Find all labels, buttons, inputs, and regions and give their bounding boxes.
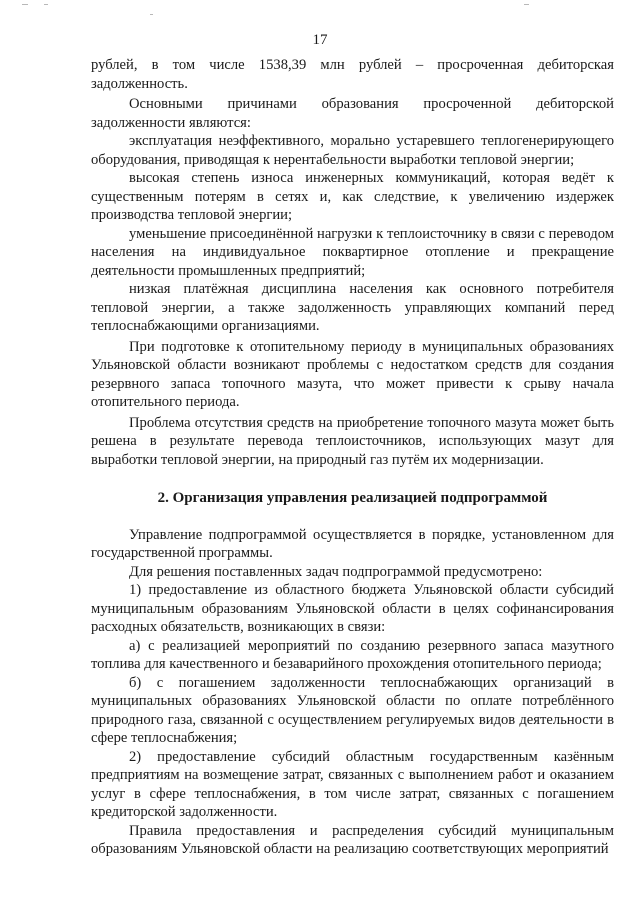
paragraph: Проблема отсутствия средств на приобретение топочного мазута может быть решена в результате перевода теплоисточников, использующих мазут для выработки тепловой энергии, на природный газ путём их модернизации. (91, 414, 614, 468)
list-item: 2) предоставление субсидий областным государственным казённым предприятиям на возмещение затрат, связанных с выполнением работ и оказанием услуг в сфере теплоснабжения, в том числе затрат, связанных с погашением кредиторской задолженности. (91, 748, 614, 820)
document-body (91, 56, 614, 859)
list-item: высокая степень износа инженерных коммуникаций, которая ведёт к существенным потерям в сетях и, как следствие, к увеличению издержек производства тепловой энергии; (91, 170, 614, 223)
scan-mark-top-right (524, 4, 529, 5)
list-item: низкая платёжная дисциплина населения как основного потребителя тепловой энергии, а также задолженность управляющих компаний перед теплоснабжающими организациями. (91, 281, 614, 334)
scan-mark-top-left (44, 4, 48, 5)
paragraph: При подготовке к отопительному периоду в муниципальных образованиях Ульяновской области возникают проблемы с недостатком средств для создания резервного запаса топочного мазута, что может привести к срыву начала отопительного периода. (91, 338, 614, 410)
list-item: 1) предоставление из областного бюджета Ульяновской области субсидий муниципальным образованиям Ульяновской области в целях софинансирования расходных обязательств, возникающих в связи: (91, 582, 614, 635)
paragraph: Основными причинами образования просроченной дебиторской задолженности являются: (91, 96, 614, 131)
page-number: 17 (312, 32, 328, 48)
paragraph: Для решения поставленных задач подпрограммой предусмотрено: (129, 563, 543, 580)
list-item: б) с погашением задолженности теплоснабжающих организаций в муниципальных образованиях Ульяновской области по оплате потреблённого природного газа, связанной с осуществлением регулируемых видов деятельности в сфере теплоснабжения; (91, 674, 614, 746)
section-heading: 2. Организация управления реализацией подпрограммой (157, 490, 548, 506)
list-item: уменьшение присоединённой нагрузки к теплоисточнику в связи с переводом населения на индивидуальное поквартирное отопление и прекращение деятельности промышленных предприятий; (91, 225, 614, 279)
paragraph: Управление подпрограммой осуществляется в порядке, установленном для государственной программы. (91, 526, 614, 561)
paragraph: Правила предоставления и распределения субсидий муниципальным образованиям Ульяновской области на реализацию соответствующих мероприятий (91, 822, 614, 857)
paragraph: рублей, в том числе 1538,39 млн рублей – просроченная дебиторская задолженность. (91, 57, 614, 92)
scan-mark-top-left (22, 4, 28, 5)
list-item: а) с реализацией мероприятий по созданию резервного запаса мазутного топлива для качественного и безаварийного прохождения отопительного периода; (91, 637, 614, 672)
list-item: эксплуатация неэффективного, морально устаревшего теплогенерирующего оборудования, приводящая к нерентабельности выработки тепловой энергии; (91, 133, 614, 168)
scan-mark-top-right (150, 14, 153, 15)
